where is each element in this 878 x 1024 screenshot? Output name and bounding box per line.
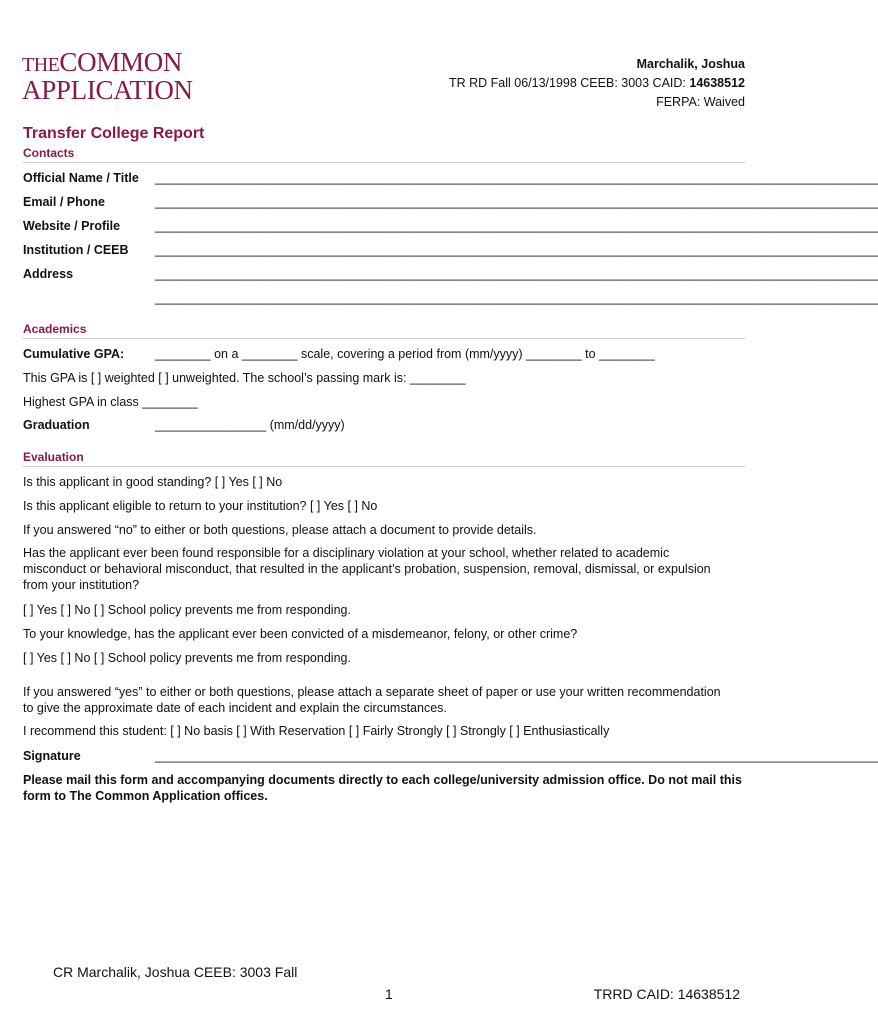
field-label: Institution / CEEB <box>23 243 129 257</box>
website-field[interactable]: ________________________________________________________________________________________________________ <box>155 219 878 233</box>
gpa-type-row[interactable]: This GPA is [ ] weighted [ ] unweighted. The school’s passing mark is: ________ <box>23 371 466 385</box>
mail-instructions: Please mail this form and accompanying documents directly to each college/university admission office. Do not mail this form to The Common Application offices. <box>23 773 742 803</box>
applicant-name: Marchalik, Joshua <box>636 57 745 71</box>
highest-gpa-row[interactable]: Highest GPA in class ________ <box>23 395 198 409</box>
recommendation-row[interactable]: I recommend this student: [ ] No basis [ ] With Reservation [ ] Fairly Strongly [ ] Strongly [ ] Enthusiastically <box>23 724 610 738</box>
address-field-1[interactable]: ________________________________________________________________________________________________________ <box>155 267 878 281</box>
applicant-info: TR RD Fall 06/13/1998 CEEB: 3003 CAID: 14638512 <box>448 76 745 90</box>
gpa-field[interactable]: ________ on a ________ scale, covering a period from (mm/yyyy) ________ to ________ <box>155 347 655 361</box>
criminal-answer[interactable]: [ ] Yes [ ] No [ ] School policy prevents me from responding. <box>23 651 351 665</box>
gpa-label: Cumulative GPA: <box>23 347 125 361</box>
disciplinary-answer[interactable]: [ ] Yes [ ] No [ ] School policy prevents me from responding. <box>23 603 351 617</box>
address-field-2[interactable]: ________________________________________________________________________________________________________ <box>155 291 878 305</box>
field-label: Website / Profile <box>23 219 121 233</box>
logo-application: APPLICATION <box>22 75 193 105</box>
attach-details-note: If you answered “no” to either or both questions, please attach a document to provide details. <box>23 523 537 537</box>
disciplinary-question: Has the applicant ever been found responsible for a disciplinary violation at your school, whether related to academic misconduct or behavioral misconduct, that resulted in the applicant’s probation, suspension, removal, dismissal, or expulsion from your institution? <box>23 546 711 592</box>
email-phone-field[interactable]: ________________________________________________________________________________________________________ <box>155 195 878 209</box>
footer-left: CR Marchalik, Joshua CEEB: 3003 Fall <box>53 964 298 980</box>
field-label: Address <box>23 267 74 281</box>
page-number: 1 <box>385 986 393 1002</box>
logo-common: COMMON <box>59 47 183 77</box>
good-standing-question[interactable]: Is this applicant in good standing? [ ] Yes [ ] No <box>23 475 283 489</box>
eligible-return-question[interactable]: Is this applicant eligible to return to your institution? [ ] Yes [ ] No <box>23 499 378 513</box>
logo-the: THE <box>22 54 60 76</box>
official-name-field[interactable]: ________________________________________________________________________________________________________ <box>155 171 878 185</box>
common-app-logo <box>22 47 193 105</box>
signature-field[interactable]: ________________________________________________________________________________________________________ <box>155 749 878 763</box>
applicant-header <box>449 55 745 112</box>
graduation-label: Graduation <box>23 418 90 432</box>
institution-field[interactable]: ________________________________________________________________________________________________________ <box>155 243 878 257</box>
footer-right: TRRD CAID: 14638512 <box>593 986 740 1002</box>
caid-value: 14638512 <box>689 76 745 90</box>
contacts-heading: Contacts <box>23 146 745 163</box>
page-title: Transfer College Report <box>23 125 205 142</box>
incident-instructions: If you answered “yes” to either or both questions, please attach a separate sheet of paper or use your written recommendation to give the approximate date of each incident and explain the circumstances. <box>23 685 721 715</box>
criminal-question: To your knowledge, has the applicant ever been convicted of a misdemeanor, felony, or other crime? <box>23 627 578 641</box>
evaluation-heading: Evaluation <box>23 450 745 467</box>
academics-heading: Academics <box>23 322 745 339</box>
field-label: Email / Phone <box>23 195 105 209</box>
ferpa-status: FERPA: Waived <box>656 95 745 109</box>
signature-label: Signature <box>23 749 81 763</box>
field-label: Official Name / Title <box>23 171 139 185</box>
graduation-field[interactable]: ________________ (mm/dd/yyyy) <box>155 418 345 432</box>
